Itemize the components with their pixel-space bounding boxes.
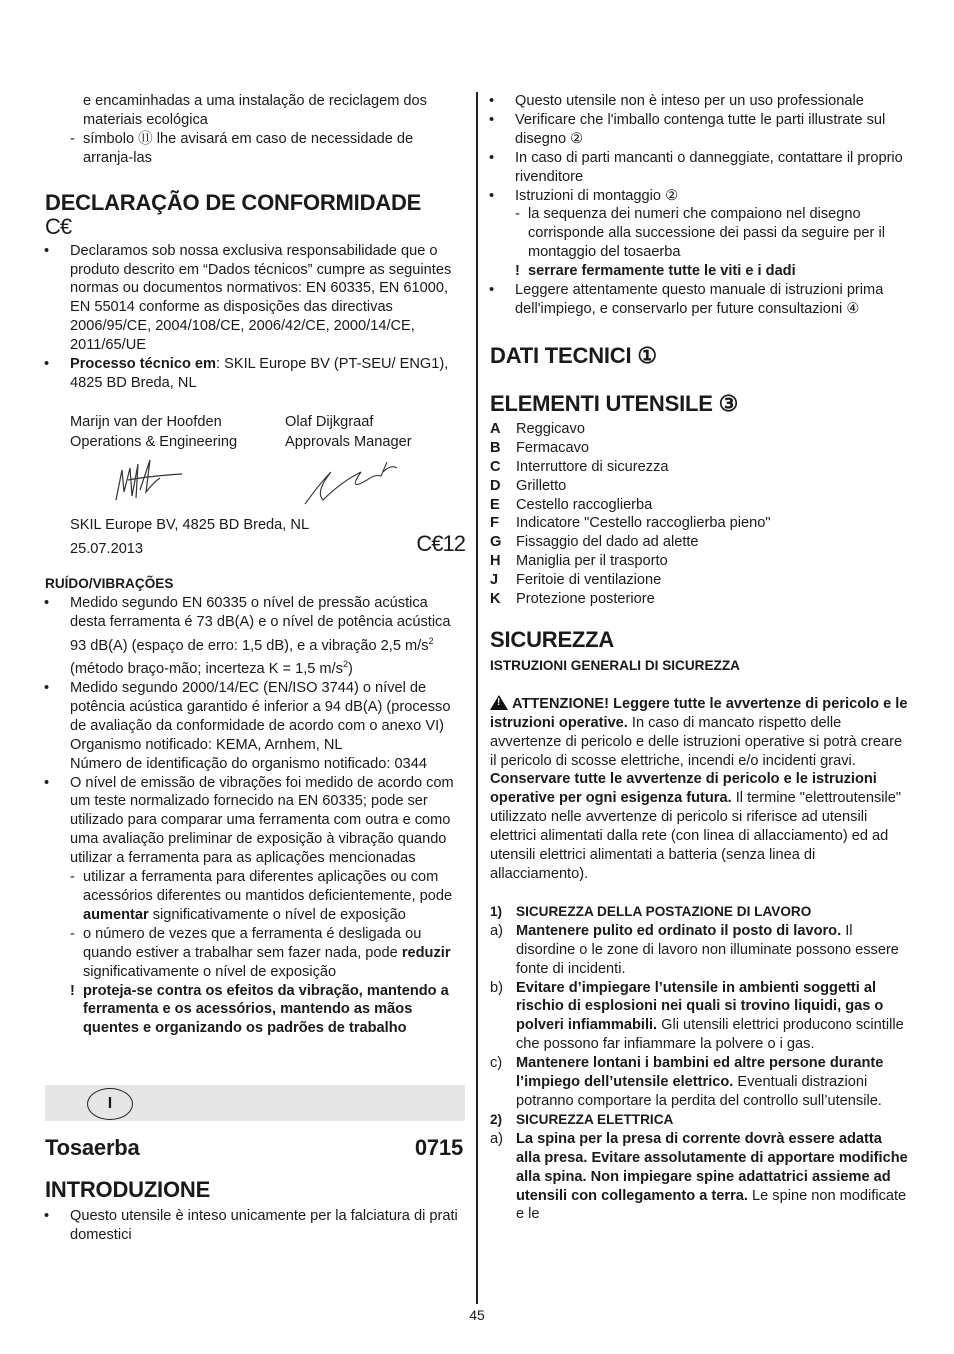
element-item: J Feritoie di ventilazione: [490, 572, 662, 589]
section-2a: a) La spina per la presa di corrente dovrà essere adatta alla presa. Evitare assolutamente di apportare modifiche alla spina. Non impiegare spine adattatrici assieme ad utensili con collegamento a terra. Le spine non modificate e le: [490, 1130, 908, 1223]
signer-1-name: Marijn van der Hoofden: [70, 413, 222, 430]
sicurezza-title: SICUREZZA: [490, 626, 615, 652]
product-code: 0715: [414, 1135, 463, 1161]
signer-2-role: Approvals Manager: [285, 433, 412, 450]
product-row: [45, 1135, 465, 1161]
element-item: D Grilletto: [490, 477, 567, 494]
assembly-warning: ! serrare fermamente tutte le viti e i dadi: [515, 262, 910, 281]
warning-icon: [490, 695, 508, 710]
element-item: F Indicatore "Cestello raccoglierba pieno": [490, 515, 771, 532]
introduzione-title: INTRODUZIONE: [45, 1177, 211, 1203]
product-name: Tosaerba: [45, 1135, 140, 1161]
section-2-title: 2) SICUREZZA ELETTRICA: [490, 1111, 674, 1127]
ce-mark: C€: [45, 213, 72, 239]
attention-paragraph: !ATTENZIONE! Leggere tutte le avvertenze di pericolo e le istruzioni operative. In caso di mancato rispetto delle avvertenze di pericolo e delle istruzioni operative si potrà creare il pericolo di scosse elettriche, incendi e/o incidenti gravi. Conservare tutte le avvertenze di pericolo e le istruzioni operative per ogni esigenza futura. Il termine "elettroutensile" utilizzato nelle avvertenze di pericolo si riferisce ad utensili elettrici alimentati dalla rete (con linea di allacciamento) ed ad utensili elettrici alimentati a batteria (senza linea di allacciamento).: [490, 695, 910, 884]
date-row: [45, 530, 465, 563]
ce-12-mark: C€12: [416, 530, 465, 556]
element-item: H Maniglia per il trasporto: [490, 553, 668, 570]
noise-bullet-1: • Medido segundo EN 60335 o nível de pressão acústica desta ferramenta é 73 dB(A) e o nível de potência acústica 93 dB(A) (espaço de erro: 1,5 dB), e a vibração 2,5 $m/s^2$ (método braço-mão; incerteza K = 1,5 $m/s^2$): [45, 594, 465, 679]
elementi-title: ELEMENTI UTENSILE ③: [490, 390, 739, 416]
page-number: 45: [469, 1307, 485, 1323]
section-1c: c) Mantenere lontani i bambini ed altre persone durante l’impiego dell’utensile elettrico. Eventuali distrazioni potranno comportare la perdita del controllo sull’utensile.: [490, 1055, 884, 1109]
element-item: B Fermacavo: [490, 439, 589, 456]
declaration-title: DECLARAÇÃO DE CONFORMIDADE: [45, 189, 422, 215]
dati-tecnici-title: DATI TECNICI ①: [490, 342, 657, 368]
section-1-title: 1) SICUREZZA DELLA POSTAZIONE DI LAVORO: [490, 903, 812, 919]
intro-continuation: e encaminhadas a uma instalação de reciclagem dos materiais ecológica: [83, 93, 427, 128]
right-bullet-4: • Istruzioni di montaggio ②: [490, 187, 910, 206]
signatures: [45, 412, 465, 508]
element-item: G Fissaggio del dado ad alette: [490, 534, 699, 551]
intro-dash-item: - símbolo ⑪ lhe avisará em caso de necessidade de arranja-las: [70, 130, 465, 168]
right-column: [490, 92, 910, 1224]
signature-1: [70, 412, 237, 516]
column-divider: [476, 92, 478, 1304]
right-bullet-1: • Questo utensile non è inteso per un uso professionale: [490, 92, 910, 111]
company-address: SKIL Europe BV, 4825 BD Breda, NL: [70, 516, 310, 533]
noise-bullet-2: • Medido segundo 2000/14/EC (EN/ISO 3744) o nível de potência acústica garantido é inferior a 94 dB(A) (processo de avaliação da conformidade de acordo com o anexo VI): [45, 679, 465, 736]
assembly-dash: - la sequenza dei numeri che compaiono nel disegno corrisponde alla successione dei passi da seguire per il montaggio del tosaerba: [515, 205, 910, 262]
noise-dash-1: - utilizar a ferramenta para diferentes aplicações ou com acessórios diferentes ou mantidos deficientemente, pode aumentar significativamente o nível de exposição: [70, 868, 465, 925]
signature-1-scribble: [110, 452, 190, 510]
noise-warning: ! proteja-se contra os efeitos da vibração, mantendo a ferramenta e os acessórios, mantendo as mãos quentes e organizando os padrões de trabalho: [70, 982, 465, 1039]
element-item: K Protezione posteriore: [490, 591, 655, 608]
notified-body: Organismo notificado: KEMA, Arnhem, NL: [70, 736, 343, 753]
technical-file-bullet: • Processo técnico em: SKIL Europe BV (PT-SEU/ ENG1), 4825 BD Breda, NL: [45, 355, 465, 393]
notified-body-id: Número de identificação do organismo notificado: 0344: [70, 755, 427, 772]
safety-subtitle: ISTRUZIONI GENERALI DI SICUREZZA: [490, 657, 740, 673]
noise-dash-2: - o número de vezes que a ferramenta é desligada ou quando estiver a trabalhar sem fazer nada, pode reduzir significativamente o nível de exposição: [70, 925, 465, 982]
language-band: [45, 1085, 465, 1121]
declaration-bullet: • Declaramos sob nossa exclusiva responsabilidade que o produto descrito em “Dados técnicos” cumpre as seguintes normas ou documentos normativos: EN 60335, EN 61000, EN 55014 conforme as disposições das directivas 2006/95/CE, 2004/108/CE, 2006/42/CE, 2000/14/CE, 2011/65/UE: [45, 242, 465, 355]
right-bullet-5: • Leggere attentamente questo manuale di istruzioni prima dell'impiego, e conservarlo per future consultazioni ④: [490, 281, 910, 319]
element-item: E Cestello raccoglierba: [490, 496, 653, 513]
right-bullet-2: • Verificare che l'imballo contenga tutte le parti illustrate sul disegno ②: [490, 111, 910, 149]
intro-bullet-1: • Questo utensile è inteso unicamente per la falciatura di prati domestici: [45, 1207, 465, 1245]
declaration-heading: [45, 190, 465, 238]
right-bullet-3: • In caso di parti mancanti o danneggiate, contattare il proprio rivenditore: [490, 149, 910, 187]
signature-2-scribble: [301, 452, 401, 510]
date: 25.07.2013: [70, 540, 144, 557]
signer-1-role: Operations & Engineering: [70, 433, 238, 450]
element-item: A Reggicavo: [490, 420, 585, 437]
signature-2: [285, 412, 412, 516]
elements-list: [490, 420, 910, 609]
noise-title: RUÍDO/VIBRAÇÕES: [45, 575, 174, 591]
section-1a: a) Mantenere pulito ed ordinato il posto di lavoro. Il disordine o le zone di lavoro non illuminate possono essere fonte di incidenti.: [490, 922, 899, 977]
left-column: [45, 92, 465, 1245]
signer-2-name: Olaf Dijkgraaf: [285, 413, 374, 430]
section-1b: b) Evitare d’impiegare l’utensile in ambienti soggetti al rischio di esplosioni nei quali si trovino liquidi, gas o polveri infiammabili. Gli utensili elettrici producono scintille che possono far infiammare la polvere o i gas.: [490, 979, 904, 1053]
language-badge: I: [87, 1088, 133, 1120]
element-item: C Interruttore di sicurezza: [490, 458, 669, 475]
noise-bullet-3: • O nível de emissão de vibrações foi medido de acordo com um teste normalizado fornecido na EN 60335; pode ser utilizado para comparar uma ferramenta com outra e como uma avaliação preliminar de exposição à vibração quando utilizar a ferramenta para as aplicações mencionadas: [45, 774, 465, 869]
